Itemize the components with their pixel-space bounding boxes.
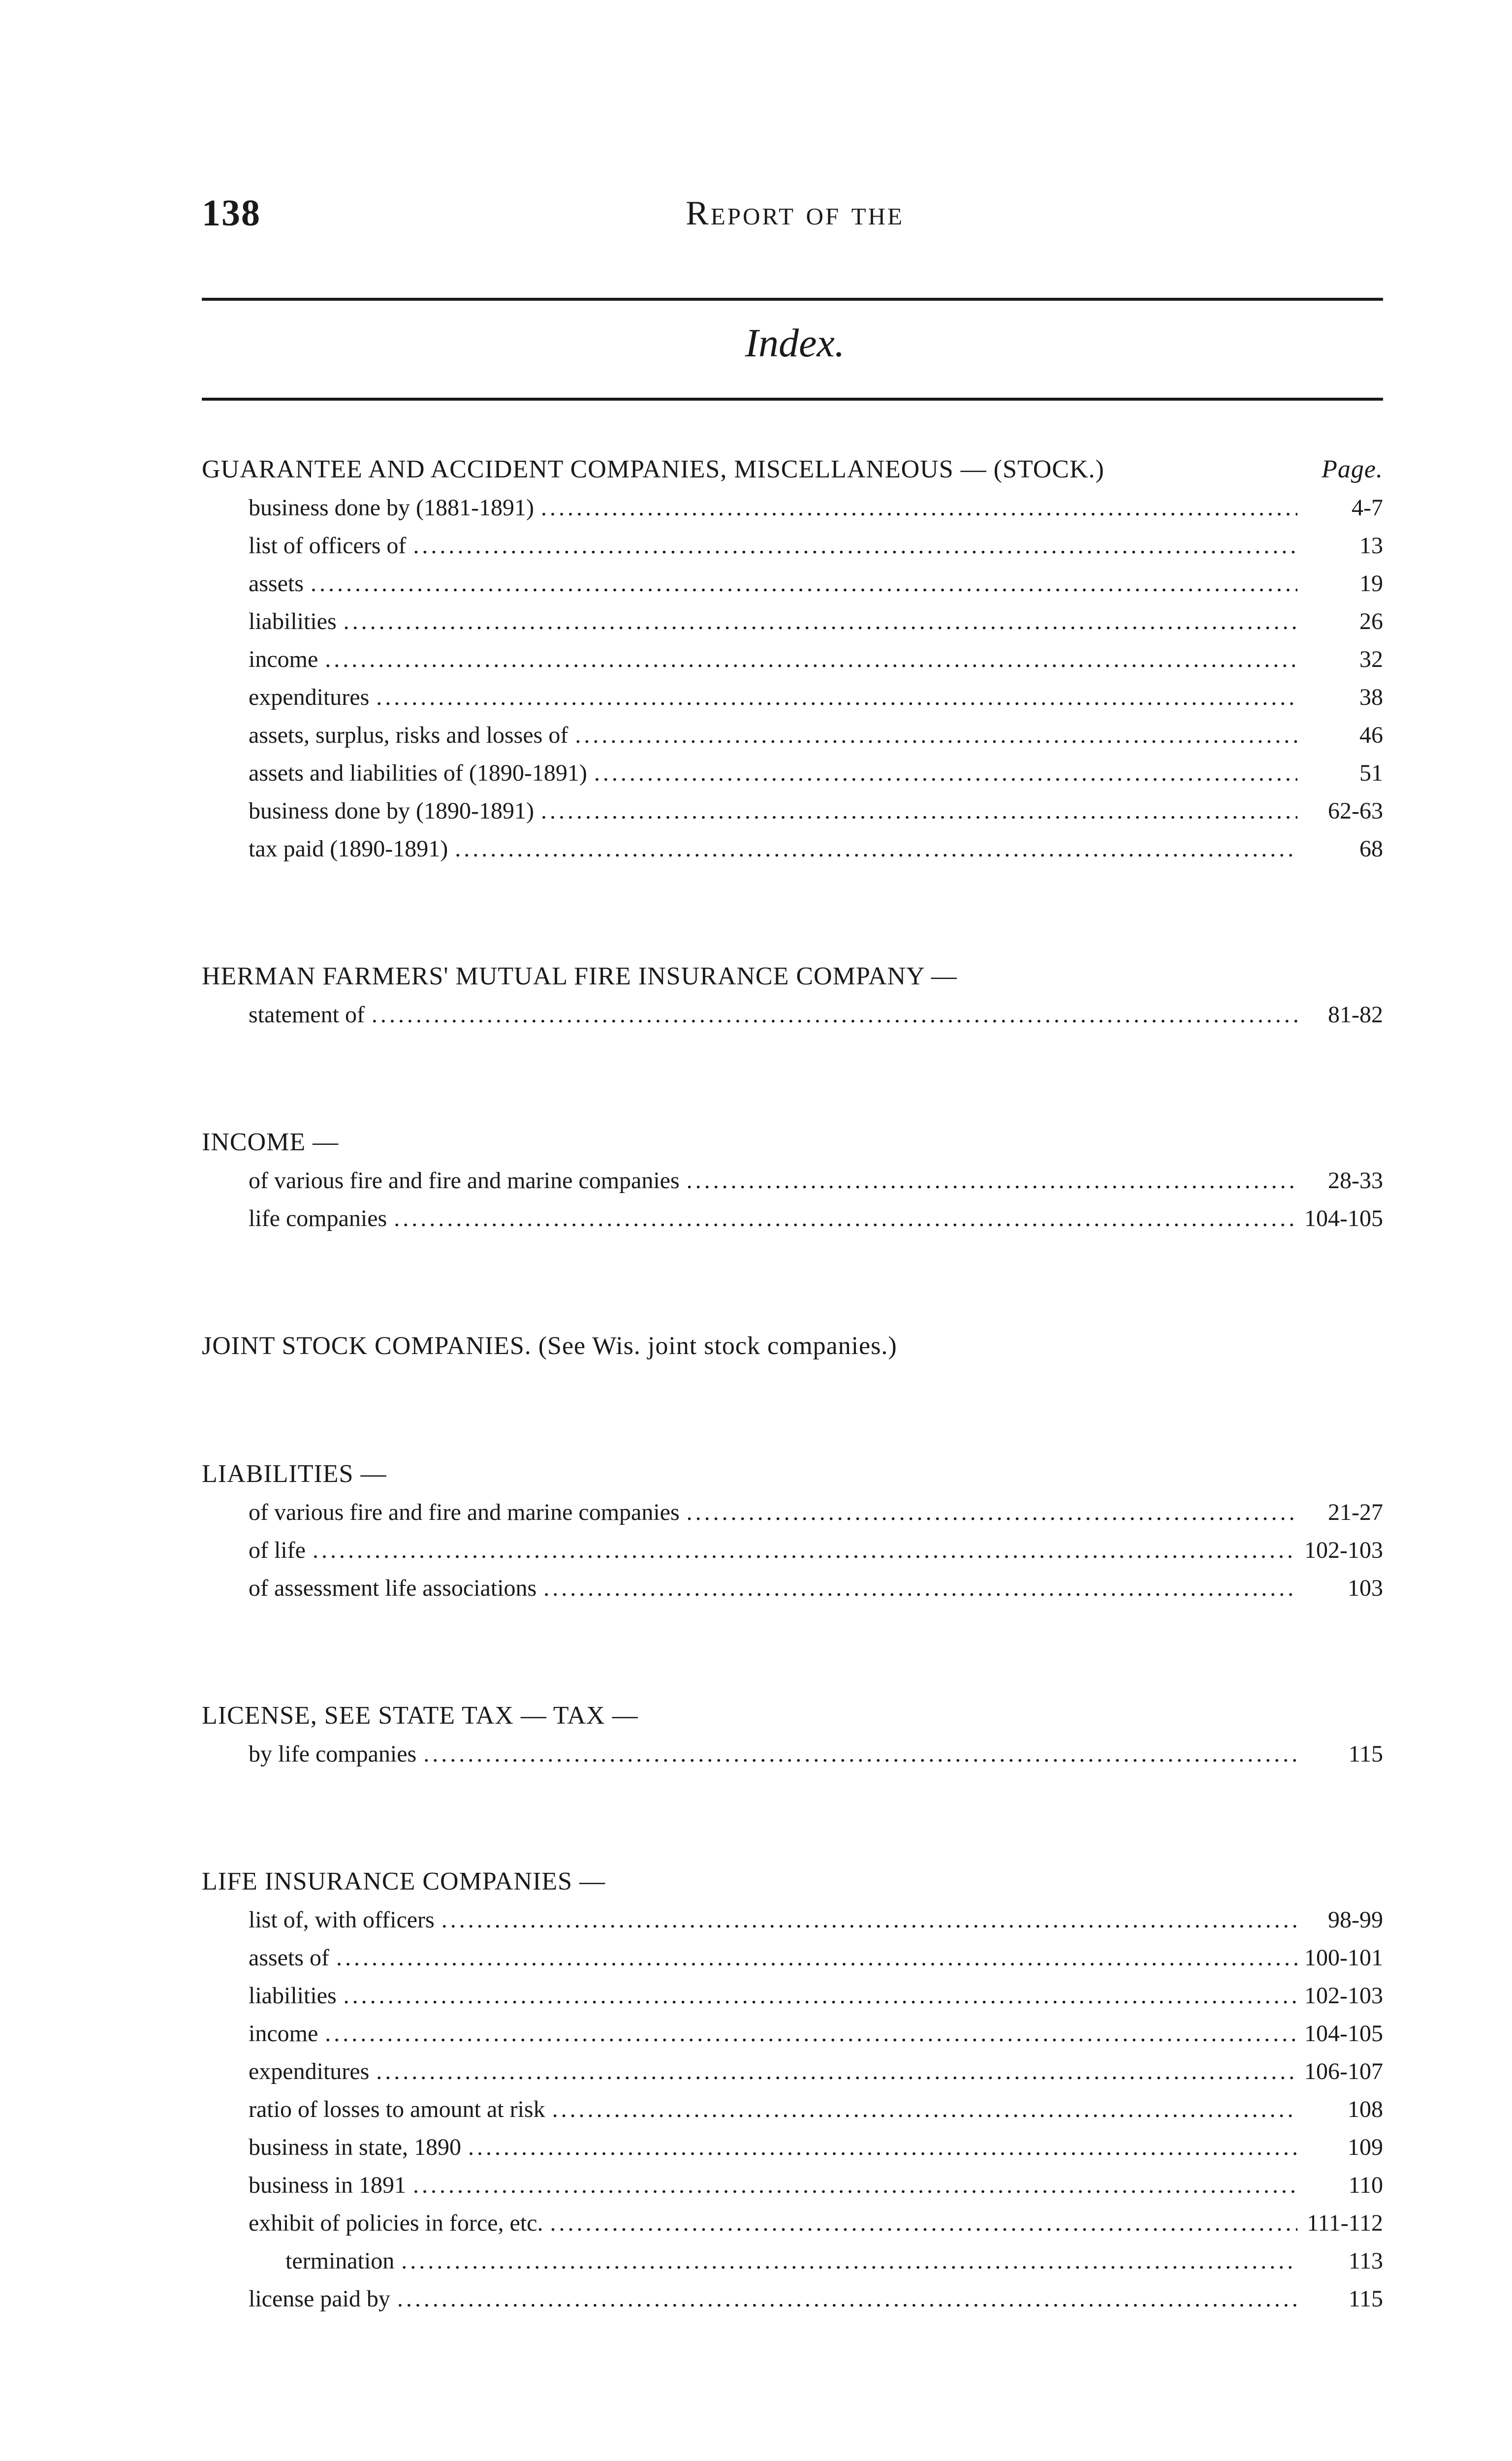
index-entry xyxy=(202,2166,1383,2204)
dot-leader xyxy=(413,527,1297,565)
dot-leader xyxy=(344,1977,1297,2015)
index-title: Index. xyxy=(745,320,845,365)
entry-page: 13 xyxy=(1359,533,1383,559)
dot-leader xyxy=(336,1939,1297,1977)
entry-page: 111-112 xyxy=(1307,2210,1383,2236)
entry-page: 38 xyxy=(1359,684,1383,710)
entry-text: of various fire and fire and marine companies xyxy=(249,1499,680,1525)
entry-text: license paid by xyxy=(249,2286,390,2312)
dot-leader xyxy=(594,754,1297,792)
section-heading: LIFE INSURANCE COMPANIES — xyxy=(202,1867,606,1895)
index-entry xyxy=(202,1493,1383,1531)
entry-page: 19 xyxy=(1359,570,1383,597)
entry-page: 51 xyxy=(1359,760,1383,786)
index-entry xyxy=(202,678,1383,716)
entry-page: 81-82 xyxy=(1328,1002,1383,1028)
entry-page: 115 xyxy=(1348,2286,1383,2312)
entry-text: exhibit of policies in force, etc. xyxy=(249,2210,543,2236)
page-column-label: Page. xyxy=(1322,455,1383,483)
section-gap xyxy=(202,1773,1383,1862)
entry-page: 68 xyxy=(1359,836,1383,862)
page-header xyxy=(202,192,1388,246)
entry-text: statement of xyxy=(249,1002,365,1028)
dot-leader xyxy=(325,2015,1297,2052)
section-heading: HERMAN FARMERS' MUTUAL FIRE INSURANCE COMPANY — xyxy=(202,962,957,990)
entry-page: 115 xyxy=(1348,1741,1383,1767)
entry-text: income xyxy=(249,2020,318,2047)
section-gap xyxy=(202,1237,1383,1327)
entry-text: income xyxy=(249,646,318,672)
entry-text: liabilities xyxy=(249,608,337,634)
dot-leader xyxy=(325,640,1297,678)
entry-page: 32 xyxy=(1359,646,1383,672)
index-entry xyxy=(202,565,1383,602)
index-entry xyxy=(202,1531,1383,1569)
dot-leader xyxy=(344,602,1297,640)
entry-page: 28-33 xyxy=(1328,1167,1383,1194)
index-entry xyxy=(202,2128,1383,2166)
index-entry xyxy=(202,716,1383,754)
top-rule xyxy=(202,298,1383,301)
section-heading: INCOME — xyxy=(202,1128,339,1156)
section-heading-row xyxy=(202,1455,1383,1493)
entry-page: 104-105 xyxy=(1304,1205,1383,1231)
dot-leader xyxy=(550,2204,1297,2242)
entry-page: 4-7 xyxy=(1352,495,1383,521)
entry-text: of life xyxy=(249,1537,306,1563)
entry-text: by life companies xyxy=(249,1741,417,1767)
index-entry xyxy=(202,996,1383,1034)
entry-page: 26 xyxy=(1359,608,1383,634)
index-entry xyxy=(202,2090,1383,2128)
section-heading: JOINT STOCK COMPANIES. (See Wis. joint stock companies.) xyxy=(202,1332,897,1360)
index-section-joint-stock xyxy=(202,1327,1383,1365)
index-entry xyxy=(202,754,1383,792)
section-heading: LICENSE, SEE STATE TAX — TAX — xyxy=(202,1702,638,1730)
entry-text: assets of xyxy=(249,1945,329,1971)
entry-text: business in state, 1890 xyxy=(249,2134,461,2160)
section-heading-row xyxy=(202,450,1383,489)
index-entry xyxy=(202,792,1383,830)
index-entry xyxy=(202,1939,1383,1977)
section-heading-row xyxy=(202,1697,1383,1735)
index-section-herman xyxy=(202,957,1383,1034)
entry-page: 102-103 xyxy=(1304,1983,1383,2009)
index-page xyxy=(202,0,1388,2461)
dot-leader xyxy=(687,1493,1297,1531)
index-entry xyxy=(202,2280,1383,2318)
index-entry xyxy=(202,527,1383,565)
dot-leader xyxy=(401,2242,1297,2280)
dot-leader xyxy=(397,2280,1297,2318)
section-heading-row xyxy=(202,957,1383,996)
index-entry xyxy=(202,2052,1383,2090)
index-entry xyxy=(202,830,1383,868)
dot-leader xyxy=(372,996,1297,1034)
entry-page: 100-101 xyxy=(1304,1945,1383,1971)
index-subentry xyxy=(202,2242,1383,2280)
entry-text: ratio of losses to amount at risk xyxy=(249,2096,545,2122)
index-entry xyxy=(202,1199,1383,1237)
entry-page: 21-27 xyxy=(1328,1499,1383,1525)
section-gap xyxy=(202,868,1383,957)
dot-leader xyxy=(313,1531,1297,1569)
dot-leader xyxy=(423,1735,1297,1773)
entry-text: termination xyxy=(285,2248,395,2274)
entry-page: 103 xyxy=(1348,1575,1383,1601)
section-gap xyxy=(202,1607,1383,1697)
entry-page: 113 xyxy=(1348,2248,1383,2274)
entry-text: business done by (1881-1891) xyxy=(249,495,534,521)
dot-leader xyxy=(468,2128,1297,2166)
entry-page: 110 xyxy=(1348,2172,1383,2198)
index-entry xyxy=(202,2015,1383,2052)
entry-page: 98-99 xyxy=(1328,1907,1383,1933)
section-gap xyxy=(202,1034,1383,1123)
entry-text: of various fire and fire and marine companies xyxy=(249,1167,680,1194)
dot-leader xyxy=(376,2052,1297,2090)
index-section-license xyxy=(202,1697,1383,1773)
dot-leader xyxy=(687,1162,1297,1199)
index-section-life-insurance xyxy=(202,1862,1383,2318)
section-heading: LIABILITIES — xyxy=(202,1460,387,1488)
entry-page: 109 xyxy=(1348,2134,1383,2160)
index-section-liabilities xyxy=(202,1455,1383,1607)
entry-text: of assessment life associations xyxy=(249,1575,537,1601)
section-heading-row xyxy=(202,1123,1383,1162)
dot-leader xyxy=(575,716,1297,754)
index-entry xyxy=(202,1162,1383,1199)
index-entry xyxy=(202,1901,1383,1939)
entry-text: list of officers of xyxy=(249,533,407,559)
index-entry xyxy=(202,1977,1383,2015)
index-section-income xyxy=(202,1123,1383,1237)
entry-page: 104-105 xyxy=(1304,2020,1383,2047)
entry-text: assets xyxy=(249,570,304,597)
dot-leader xyxy=(552,2090,1297,2128)
entry-page: 106-107 xyxy=(1304,2058,1383,2084)
dot-leader xyxy=(311,565,1297,602)
page-number: 138 xyxy=(202,192,261,234)
entry-page: 108 xyxy=(1348,2096,1383,2122)
index-entry xyxy=(202,2204,1383,2242)
index-entry xyxy=(202,1569,1383,1607)
index-entry xyxy=(202,489,1383,527)
entry-page: 102-103 xyxy=(1304,1537,1383,1563)
running-title: Report of the xyxy=(686,194,904,232)
index-entry xyxy=(202,640,1383,678)
dot-leader xyxy=(455,830,1297,868)
dot-leader xyxy=(413,2166,1297,2204)
entry-page: 62-63 xyxy=(1328,798,1383,824)
dot-leader xyxy=(376,678,1297,716)
entry-text: liabilities xyxy=(249,1983,337,2009)
dot-leader xyxy=(441,1901,1297,1939)
entry-text: life companies xyxy=(249,1205,387,1231)
bottom-rule xyxy=(202,398,1383,401)
entry-text: business in 1891 xyxy=(249,2172,407,2198)
index-entry xyxy=(202,602,1383,640)
index-content xyxy=(202,450,1383,2318)
entry-text: list of, with officers xyxy=(249,1907,435,1933)
entry-text: assets and liabilities of (1890-1891) xyxy=(249,760,587,786)
entry-text: assets, surplus, risks and losses of xyxy=(249,722,568,748)
entry-text: expenditures xyxy=(249,684,370,710)
entry-page: 46 xyxy=(1359,722,1383,748)
entry-text: expenditures xyxy=(249,2058,370,2084)
section-heading-row xyxy=(202,1327,1383,1365)
index-entry xyxy=(202,1735,1383,1773)
dot-leader xyxy=(541,489,1297,527)
dot-leader xyxy=(543,1569,1297,1607)
entry-text: tax paid (1890-1891) xyxy=(249,836,448,862)
section-gap xyxy=(202,1365,1383,1455)
dot-leader xyxy=(394,1199,1297,1237)
section-heading-row xyxy=(202,1862,1383,1901)
section-heading: GUARANTEE AND ACCIDENT COMPANIES, MISCELLANEOUS — (STOCK.) xyxy=(202,455,1104,483)
index-section-guarantee xyxy=(202,450,1383,868)
dot-leader xyxy=(541,792,1297,830)
entry-text: business done by (1890-1891) xyxy=(249,798,534,824)
